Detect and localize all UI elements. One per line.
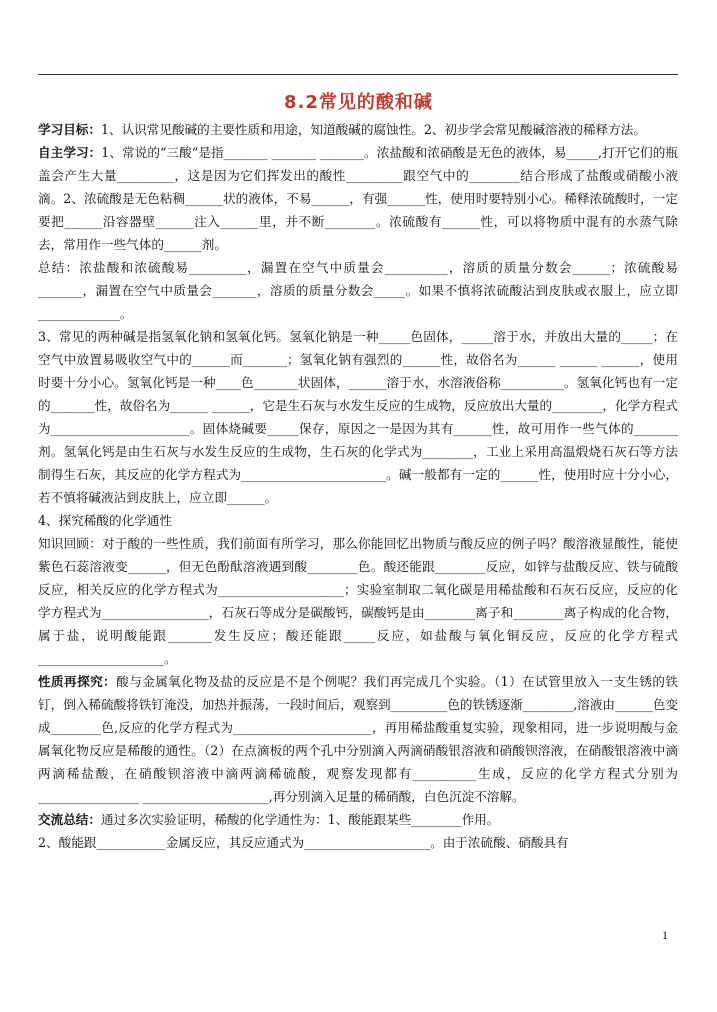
paragraph-explore-heading (38, 509, 678, 532)
paragraph-re-explore (38, 670, 678, 808)
paragraph-text: 通过多次实验证明，稀酸的化学通性为：1、酸能跟某些________作用。 (100, 812, 500, 827)
paragraph-text: 3、常见的两种碱是指氢氧化钠和氢氧化钙。氢氧化钠是一种_____色固体，_____溶于水，并放出大量的_____；在空气中放置易吸收空气中的______而_______；氢氧化钠有强烈的______性，故俗名为______ ______ ______，使用时要十分小心。氢氧化钙是一种____色_______状固体，______溶于水，水溶液俗称__________。氢氧化钙也有一定的_______性，故俗名为______ ______，它是生石灰与水发生反应的生成物，反应放出大量的________，化学方程式为______________________。固体烧碱要_____保存，原因之一是因为其有______性，故可用作一些气体的_______剂。氢氧化钙是由生石灰与水发生反应的生成物，生石灰的化学式为________，工业上采用高温煅烧石灰石等方法制得生石灰，其反应的化学方程式为_______________________。碱一般都有一定的______性，使用时应十分小心，若不慎将碱液沾到皮肤上，应立即______。 (38, 329, 679, 505)
paragraph-goals (38, 118, 678, 141)
paragraph-lead: 性质再探究： (38, 674, 117, 689)
paragraph-lead: 交流总结： (38, 812, 101, 827)
paragraph-exchange (38, 808, 678, 831)
page-number: 1 (662, 928, 668, 942)
paragraph-self-study (38, 141, 678, 256)
paragraph-metals (38, 831, 678, 854)
paragraph-text: 4、探究稀酸的化学通性 (38, 513, 172, 528)
paragraph-summary (38, 256, 678, 325)
page-title: 8.2常见的酸和碱 (284, 92, 433, 113)
paragraph-review (38, 532, 678, 670)
paragraph-text: 酸与金属氧化物及盐的反应是不是个例呢？我们再完成几个实验。（1）在试管里放入一支生锈的铁钉，倒入稀硫酸将铁钉淹没，加热并振荡，一段时间后，观察到_________色的铁锈逐渐________,溶液由______色变成________色,反应的化学方程式为______________________，再用稀盐酸重复实验，现象相同，进一步说明酸与金属氧化物反应是稀酸的通性。（2）在点滴板的两个孔中分别滴入两滴硝酸银溶液和硝酸钡溶液，在硝酸银溶液中滴两滴稀盐酸，在硝酸钡溶液中滴两滴稀硫酸，观察发现都有__________生成，反应的化学方程式分别为________________ ____________________,再分别滴入足量的稀硝酸，白色沉淀不溶解。 (38, 674, 679, 804)
paragraph-lead: 自主学习： (38, 145, 102, 160)
paragraph-text: 1、常说的“三酸”是指_______ _______ _______。浓盐酸和浓硝酸是无色的液体，易_____,打开它们的瓶盖会产生大量_________，这是因为它们挥发出的酸性_________跟空气中的________结合形成了盐酸或硝酸小液滴。2、浓硫酸是无色粘稠______状的液体，不易______，有强______性，使用时要特别小心。稀释浓硫酸时，一定要把______沿容器壁______注入______里，并不断________。浓硫酸有______性，可以将物质中混有的水蒸气除去，常用作一些气体的______剂。 (38, 145, 679, 252)
paragraph-text: 2、酸能跟___________金属反应，其反应通式为____________________。由于浓硫酸、硝酸具有 (38, 835, 569, 850)
paragraph-lead: 学习目标： (38, 122, 101, 137)
paragraph-text: 1、认识常见酸碱的主要性质和用途，知道酸碱的腐蚀性。2、初步学会常见酸碱溶液的稀释方法。 (100, 122, 646, 137)
paragraph-text: 总结：浓盐酸和浓硫酸易_________，漏置在空气中质量会__________，溶质的质量分数会______；浓硫酸易_______，漏置在空气中质量会_______，溶质的质量分数会_____。如果不慎将浓硫酸沾到皮肤或衣服上，应立即_____________。 (38, 260, 678, 321)
paragraph-bases (38, 325, 678, 509)
document-body (38, 118, 678, 854)
header-rule (38, 74, 678, 75)
paragraph-text: 知识回顾：对于酸的一些性质，我们前面有所学习，那么你能回忆出物质与酸反应的例子吗？酸溶液显酸性，能使紫色石蕊溶液变______，但无色酚酞溶液遇到酸________色。酸还能跟________反应，如锌与盐酸反应、铁与硫酸反应，相关反应的化学方程式为____________________；实验室制取二氧化碳是用稀盐酸和石灰石反应，反应的化学方程式为_________________，石灰石等成分是碳酸钙，碳酸钙是由________离子和________离子构成的化合物，属于盐，说明酸能跟_______发生反应；酸还能跟_____反应，如盐酸与氧化铜反应，反应的化学方程式____________________。 (38, 536, 678, 666)
